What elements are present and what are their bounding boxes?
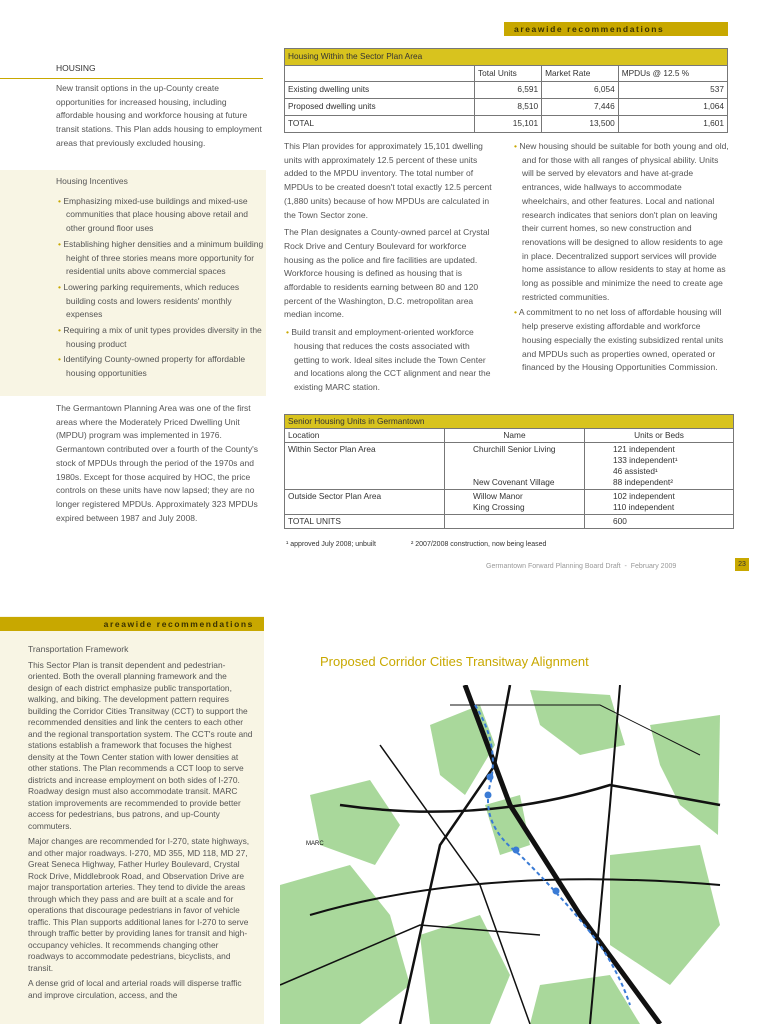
transportation-heading: Transportation Framework (28, 644, 129, 654)
paragraph: Major changes are recommended for I-270, state highways, and other major roadways. I-270, MD 355, MD 118, MD 27, Great Seneca Highway, Father Hurley Boulevard, Crystal Rock Drive, Middlebrook Road, and Observation Drive are major transportation arteries. They tend to divide the areas through which they pass and are built at a scale and for operations that discourage pedestrians in favor of vehicle traffic. This Plan supports additional lanes for I-270 to serve through traffic better by providing lanes for transit and high-occupancy vehicles. It recommends changing other roadways to accommodate pedestrians, bicyclists, and transit. (28, 836, 250, 973)
facility-name: King Crossing (473, 502, 525, 512)
transportation-text (28, 644, 253, 1005)
table-cell: 8,510 (475, 99, 542, 116)
map-title: Proposed Corridor Cities Transitway Alignment (320, 654, 589, 669)
table-row (285, 490, 734, 515)
location-cell: Within Sector Plan Area (285, 443, 445, 490)
table-row (285, 515, 734, 529)
column-header: Market Rate (542, 65, 619, 82)
transitway-map (280, 685, 730, 1024)
incentive-item: • Identifying County-owned property for affordable housing opportunities (56, 353, 264, 380)
unit-count: 110 independent (613, 502, 675, 512)
paragraph: This Plan provides for approximately 15,101 dwelling units with approximately 12.5 percent of these units added to the MPDU inventory. The total number of MPDUs to be created doesn't total exactly 12.5 percent (1,880 units) because of how MPDUs are calculated in the Town Sector zone. (284, 141, 492, 220)
column-header: MPDUs @ 12.5 % (618, 65, 727, 82)
divider (0, 78, 263, 79)
header-location: Location (285, 429, 445, 443)
facility-name: Churchill Senior Living (473, 444, 556, 454)
unit-count: 133 independent¹ (613, 455, 678, 465)
units-cell (585, 515, 734, 529)
bullet-item: • A commitment to no net loss of affordable housing will help preserve existing affordable and workforce housing especially the existing subsidized rental units and MPDUs such as properties owned, operated or financed by the Housing Opportunities Commission. (512, 306, 730, 375)
table-caption: Senior Housing Units in Germantown (285, 415, 734, 429)
table-cell: 537 (618, 82, 727, 99)
footnote-2: ² 2007/2008 construction, now being leased (411, 541, 547, 548)
unit-count: 600 (613, 516, 627, 526)
table-cell: 6,054 (542, 82, 619, 99)
page-footer: Germantown Forward Planning Board Draft - February 2009 (486, 563, 677, 570)
incentive-item: • Emphasizing mixed-use buildings and mixed-use communities that place housing above retail and other ground floor uses (56, 195, 264, 236)
paragraph: A dense grid of local and arterial roads will disperse traffic and improve circulation, access, and the (28, 978, 242, 1000)
incentives-title: Housing Incentives (56, 176, 128, 186)
table-cell: Existing dwelling units (285, 82, 475, 99)
paragraph: This Sector Plan is transit dependent and pedestrian-oriented. Both the overall planning framework and the design of each district emphasize public transportation, walking, and biking. The development pattern requires building the Corridor Cities Transitway (CCT) to support the recommended densities and link the centers to each other and the regional transportation system. The CCT's route and stations establish a framework that focuses the highest density at the Town Center station with lower densities at other stations. The Plan recommends a CCT loop to serve districts and increase employment on both sides of I-270. Roadway design must also accommodate transit. MARC station improvements are recommended to provide better access for pedestrians, bus patrons, and up-County commuters. (28, 659, 253, 831)
table-cell: Proposed dwelling units (285, 99, 475, 116)
column-header: Total Units (475, 65, 542, 82)
section-band: areawide recommendations (504, 22, 728, 36)
table-cell: TOTAL (285, 115, 475, 132)
header-name: Name (445, 429, 585, 443)
table-caption: Housing Within the Sector Plan Area (285, 49, 728, 66)
table-cell: 7,446 (542, 99, 619, 116)
location-cell: Outside Sector Plan Area (285, 490, 445, 515)
unit-count: 88 independent² (613, 477, 673, 487)
bullet-item: • Build transit and employment-oriented workforce housing that reduces the costs associated with getting to work. Ideal sites include the Town Center and locations along the CCT alignment and near the existing MARC station. (284, 326, 496, 395)
name-cell (445, 443, 585, 490)
table-cell: 15,101 (475, 115, 542, 132)
unit-count: 102 independent (613, 491, 675, 501)
housing-incentives-box (0, 170, 266, 396)
units-cell (585, 443, 734, 490)
unit-count: 121 independent (613, 444, 675, 454)
senior-housing-table (284, 414, 734, 529)
mpdu-history-paragraph: The Germantown Planning Area was one of the first areas where the Moderately Priced Dwelling Unit (MPDU) program was implemented in 1976. Germantown contributed over a fourth of the County's stock of MPDUs through the period of the 1970s and 1980s. Except for those acquired by HOC, the price controls on these units have now lapsed; they are no longer registered MPDUs. Approximately 323 MPDUs expired between 1987 and July 2008. (56, 403, 258, 523)
unit-count: 46 assisted¹ (613, 466, 658, 476)
table-row (285, 115, 728, 132)
name-cell (445, 490, 585, 515)
housing-heading: HOUSING (56, 63, 96, 73)
incentive-item: • Lowering parking requirements, which reduces building costs and lowers residents' monthly expenses (56, 281, 264, 322)
name-cell (445, 515, 585, 529)
header-units: Units or Beds (585, 429, 734, 443)
table-cell: 1,064 (618, 99, 727, 116)
location-cell: TOTAL UNITS (285, 515, 445, 529)
units-cell (585, 490, 734, 515)
housing-intro: New transit options in the up-County create opportunities for increased housing, including affordable housing and workforce housing at future transit stations. This Plan adds housing to employment areas that previously excluded housing. (56, 83, 262, 148)
footnote-1: ¹ approved July 2008; unbuilt (286, 541, 376, 548)
table-cell: 1,601 (618, 115, 727, 132)
table-cell: 6,591 (475, 82, 542, 99)
middle-column (284, 140, 496, 397)
table-row (285, 82, 728, 99)
incentive-item: • Establishing higher densities and a minimum building height of three stories means more opportunity for residential units above commercial spaces (56, 238, 264, 279)
table-cell: 13,500 (542, 115, 619, 132)
table-row (285, 443, 734, 490)
map-label-marc: MARC (306, 841, 324, 847)
facility-name: New Covenant Village (473, 477, 555, 487)
table-row (285, 99, 728, 116)
section-band: areawide recommendations (0, 617, 264, 631)
right-column (512, 140, 730, 377)
incentive-item: • Requiring a mix of unit types provides diversity in the housing product (56, 324, 264, 351)
bullet-item: • New housing should be suitable for both young and old, and for those with all ranges of physical ability. Units will be served by elevators and have at-grade entrances, wide hallways to accommodate wheelchairs, and other features. Local and national research indicates that seniors don't plan on leaving their current homes, so new construction and renovations will be designed to allow residents to age in place. Decentralized support services will provide home assistance to allow residents to stay at home as long as possible and minimize the need to create age restricted communities. (512, 140, 730, 304)
page-number: 23 (735, 558, 749, 571)
paragraph: The Plan designates a County-owned parcel at Crystal Rock Drive and Century Boulevard for workforce housing as the police and fire facilities are updated. Workforce housing is defined as housing that is affordable to residents earning between 80 and 120 percent of the Washington, D.C. metropolitan area median income. (284, 227, 490, 320)
incentives-list (56, 195, 264, 381)
column-header (285, 65, 475, 82)
housing-table (284, 48, 728, 133)
facility-name: Willow Manor (473, 491, 523, 501)
